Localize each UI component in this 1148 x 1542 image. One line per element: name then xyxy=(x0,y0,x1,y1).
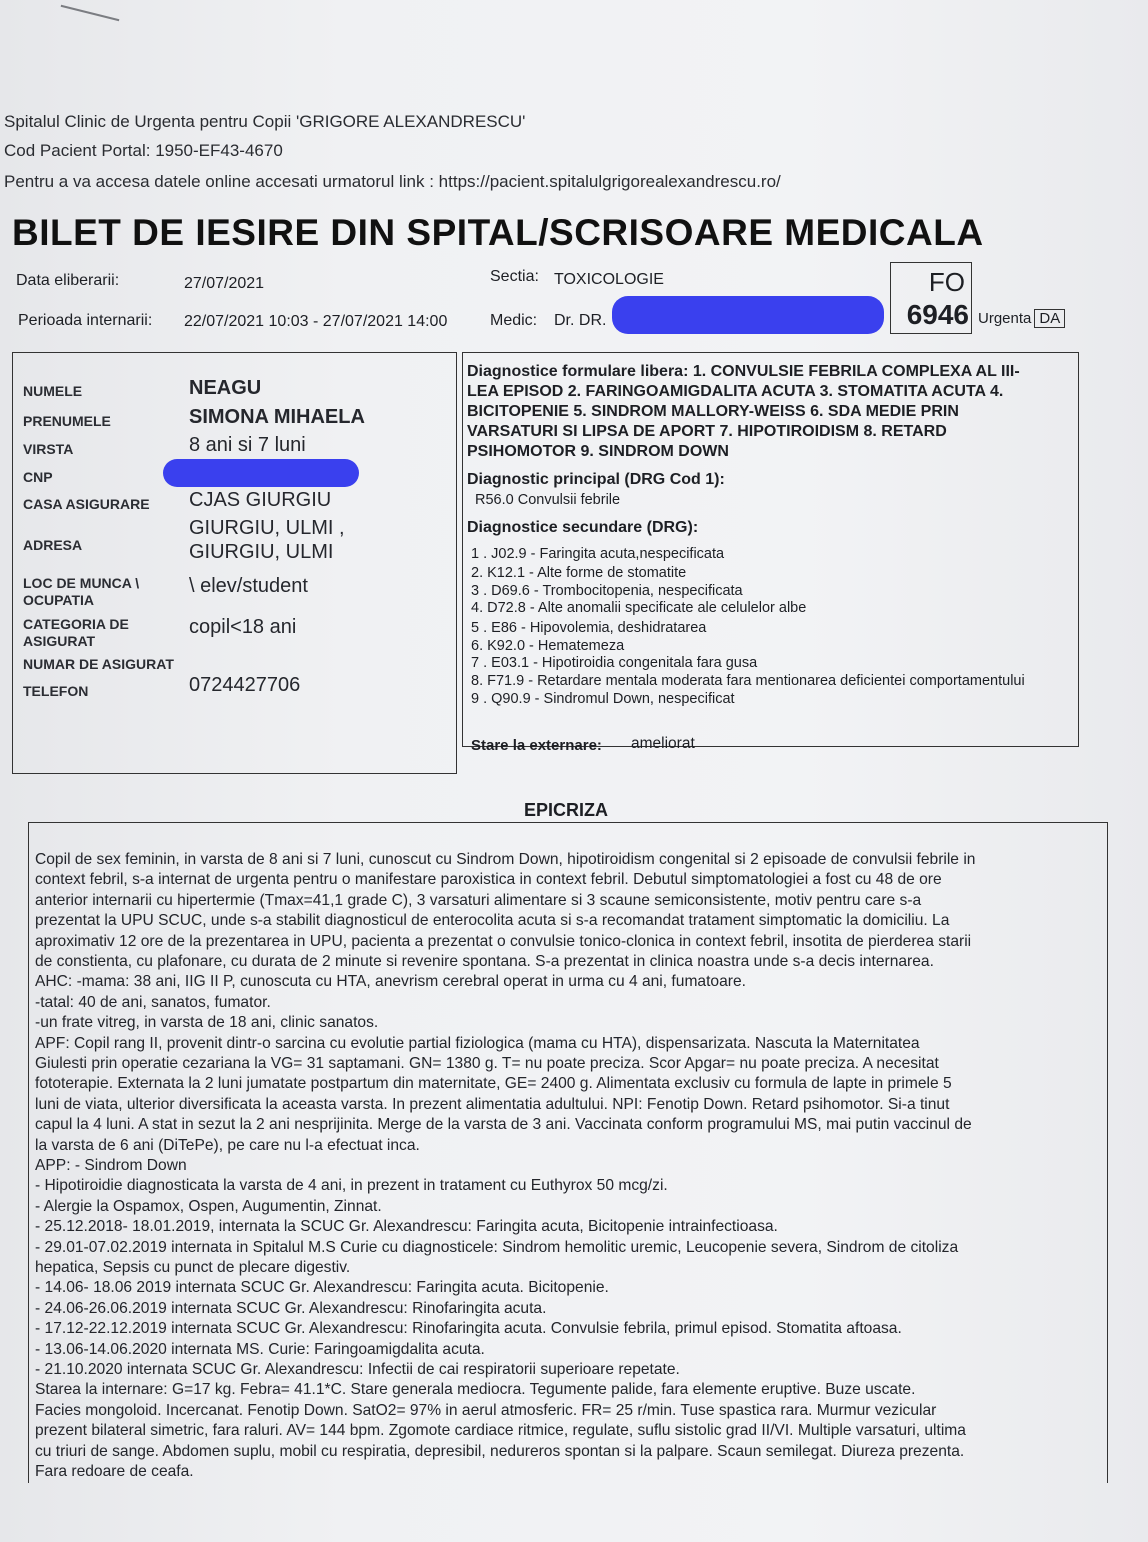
loc-label-2: OCUPATIA xyxy=(23,592,95,608)
epicriza-line: fototerapie. Externata la 2 luni jumatate postpartum din maternitate, GE= 2400 g. Alimentata exclusiv cu formula de lapte in primele 5 xyxy=(35,1075,952,1093)
urgenta-value: DA xyxy=(1034,309,1065,328)
prenumele-value: SIMONA MIHAELA xyxy=(189,406,365,428)
epicriza-line: - 17.12-22.12.2019 internata SCUC Gr. Alexandrescu: Rinofaringita acuta. Convulsie febrila, primul episod. Stomatita aftoasa. xyxy=(35,1320,902,1338)
fo-number: 6946 xyxy=(906,299,969,330)
epicriza-line: - Alergie la Ospamox, Ospen, Augumentin, Zinnat. xyxy=(35,1197,382,1215)
cnp-label: CNP xyxy=(23,469,53,485)
epicriza-line: - 21.10.2020 internata SCUC Gr. Alexandrescu: Infectii de cai respiratorii superioare repetate. xyxy=(35,1361,680,1378)
secondary-item: 5 . E86 - Hipovolemia, deshidratarea xyxy=(471,620,707,636)
epicriza-line: - 25.12.2018- 18.01.2019, internata la SCUC Gr. Alexandrescu: Faringita acuta, Bicitopenie intrainfectioasa. xyxy=(35,1218,778,1236)
adresa-label: ADRESA xyxy=(23,537,83,553)
secondary-item: 9 . Q90.9 - Sindromul Down, nespecificat xyxy=(471,691,735,707)
hospital-name: Spitalul Clinic de Urgenta pentru Copii 'GRIGORE ALEXANDRESCU' xyxy=(4,112,526,131)
epicriza-line: hepatica, Sepsis cu punct de plecare digestiv. xyxy=(35,1259,351,1276)
redaction-medic xyxy=(612,296,884,334)
epicriza-line: anterior internarii cu hipertermie (Tmax=41,1 grade C), 3 varsaturi alimentare si 3 scaune semiconsistente, motiv pentru care s-a xyxy=(35,891,922,909)
secondary-item: 1 . J02.9 - Faringita acuta,nespecificata xyxy=(471,546,725,562)
epicriza-line: Copil de sex feminin, in varsta de 8 ani si 7 luni, cunoscut cu Sindrom Down, hipotiroidism congenital si 2 episoade de convulsii febrile in xyxy=(35,851,976,868)
adresa-line-2: GIURGIU, ULMI xyxy=(189,541,334,563)
epicriza-line: - 13.06-14.06.2020 internata MS. Curie: Faringoamigdalita acuta. xyxy=(35,1340,485,1358)
secondary-diagnostics-label: Diagnostice secundare (DRG): xyxy=(467,519,699,536)
portal-code: Cod Pacient Portal: 1950-EF43-4670 xyxy=(4,141,283,160)
free-diagnostics-line-5: PSIHOMOTOR 9. SINDROM DOWN xyxy=(467,443,729,460)
epicriza-line: APP: - Sindrom Down xyxy=(35,1157,187,1174)
medic-label: Medic: xyxy=(490,312,538,329)
epicriza-title: EPICRIZA xyxy=(524,800,609,820)
telefon-label: TELEFON xyxy=(23,683,89,699)
release-date-label: Data eliberarii: xyxy=(16,272,120,289)
epicriza-line: cu triuri de sange. Abdomen suplu, mobil cu respiratia, depresibil, nedureros spontan si la palpare. Scaun semilegat. Diureza prezenta. xyxy=(35,1442,965,1460)
epicriza-line: Facies mongoloid. Incercanat. Fenotip Down. SatO2= 97% in aerul atmosferic. FR= 25 r/min. Tuse spastica rara. Murmur vezicular xyxy=(35,1401,937,1419)
numele-value: NEAGU xyxy=(189,377,262,399)
virsta-label: VIRSTA xyxy=(23,441,74,457)
epicriza-line: Starea la internare: G=17 kg. Febra= 41.1*C. Stare generala mediocra. Tegumente palide, fara elemente eruptive. Buze uscate. xyxy=(35,1381,916,1399)
secondary-item: 2. K12.1 - Alte forme de stomatite xyxy=(471,565,687,581)
free-diagnostics-line-1: Diagnostice formulare libera: 1. CONVULSIE FEBRILA COMPLEXA AL III- xyxy=(467,363,1020,380)
fo-box xyxy=(890,262,972,334)
epicriza-line: Fara redoare de ceafa. xyxy=(35,1463,194,1480)
epicriza-line: -un frate vitreg, in varsta de 18 ani, clinic sanatos. xyxy=(35,1014,379,1032)
patient-info-box xyxy=(12,352,457,774)
diagnostics-box xyxy=(462,352,1079,754)
portal-link-text: Pentru a va accesa datele online accesati urmatorul link : https://pacient.spitalulgrigorealexandrescu.ro/ xyxy=(4,172,781,191)
epicriza-line: - 14.06- 18.06 2019 internata SCUC Gr. Alexandrescu: Faringita acuta. Bicitopenie. xyxy=(35,1279,609,1297)
discharge-status-value: ameliorat xyxy=(631,735,695,752)
virsta-value: 8 ani si 7 luni xyxy=(189,434,306,456)
secondary-item: 4. D72.8 - Alte anomalii specificate ale celulelor albe xyxy=(471,600,807,616)
paper-crease xyxy=(61,5,120,21)
epicriza-box xyxy=(28,822,1108,1483)
urgenta xyxy=(978,310,1065,327)
section-value: TOXICOLOGIE xyxy=(554,271,664,288)
fo-label: FO xyxy=(928,267,965,297)
secondary-item: 8. F71.9 - Retardare mentala moderata fara mentionarea deficientei comportamentului xyxy=(471,673,1025,689)
principal-diagnostic-label: Diagnostic principal (DRG Cod 1): xyxy=(467,471,725,488)
free-diagnostics-line-4: VARSATURI SI LIPSA DE APORT 7. HIPOTIROIDISM 8. RETARD xyxy=(467,423,947,440)
epicriza-line: luni de viata, ulterior diversificata la aceasta varsta. In prezent alimentatia adultului. NPI: Fenotip Down. Retard psihomotor. Si-a tinut xyxy=(35,1095,950,1113)
redaction-cnp xyxy=(163,459,359,487)
section-label: Sectia: xyxy=(490,268,539,285)
release-date-value: 27/07/2021 xyxy=(184,275,265,292)
period-value: 22/07/2021 10:03 - 27/07/2021 14:00 xyxy=(184,313,448,330)
epicriza-line: APF: Copil rang II, provenit dintr-o sarcina cu evolutie partial fiziologica (mama cu HTA), dispensarizata. Nascuta la Maternitatea xyxy=(35,1034,920,1052)
urgenta-label: Urgenta xyxy=(978,310,1032,327)
categoria-label-1: CATEGORIA DE xyxy=(23,616,129,632)
epicriza-line: - Hipotiroidie diagnosticata la varsta de 4 ani, in prezent in tratament cu Euthyrox 50 mcg/zi. xyxy=(35,1177,668,1195)
discharge-status-label: Stare la externare: xyxy=(471,737,602,754)
categoria-label-2: ASIGURAT xyxy=(23,633,96,649)
epicriza-line: Giulesti prin operatie cezariana la VG= 31 saptamani. GN= 1380 g. T= nu poate preciza. Scor Apgar= nu poate preciza. A necesitat xyxy=(35,1055,939,1072)
numele-label: NUMELE xyxy=(23,383,83,399)
prenumele-label: PRENUMELE xyxy=(23,413,111,429)
casa-label: CASA ASIGURARE xyxy=(23,496,150,512)
epicriza-line: context febril, s-a internat de urgenta pentru o manifestare paroxistica in context febril. Debutul simptomatologiei a fost cu 48 de ore xyxy=(35,871,942,889)
casa-value: CJAS GIURGIU xyxy=(189,489,332,511)
epicriza-line: prezentat la UPU SCUC, unde s-a stabilit diagnosticul de enterocolita acuta si s-a recomandat tratament simptomatic la domiciliu. La xyxy=(35,912,950,930)
free-diagnostics-line-3: BICITOPENIE 5. SINDROM MALLORY-WEISS 6. SDA MEDIE PRIN xyxy=(467,403,959,420)
numar-asigurat-label: NUMAR DE ASIGURAT xyxy=(23,656,174,672)
secondary-item: 7 . E03.1 - Hipotiroidia congenitala fara gusa xyxy=(471,655,758,671)
secondary-item: 6. K92.0 - Hematemeza xyxy=(471,638,625,654)
categoria-value: copil<18 ani xyxy=(189,616,297,638)
epicriza-line: - 29.01-07.02.2019 internata in Spitalul M.S Curie cu diagnosticele: Sindrom hemolitic uremic, Leucopenie severa, Sindrom de citoliza xyxy=(35,1238,959,1256)
epicriza-line: prezent bilateral simetric, fara raluri. AV= 144 bpm. Zgomote cardiace ritmice, regulate, suflu sistolic grad II/VI. Multiple varsaturi, ultima xyxy=(35,1422,966,1440)
epicriza-line: AHC: -mama: 38 ani, IIG II P, cunoscuta cu HTA, anevrism cerebral operat in urma cu 4 ani, fumatoare. xyxy=(35,973,746,991)
medic-value: Dr. DR. xyxy=(554,312,607,329)
principal-diagnostic-value: R56.0 Convulsii febrile xyxy=(475,492,621,508)
epicriza-line: - 24.06-26.06.2019 internata SCUC Gr. Alexandrescu: Rinofaringita acuta. xyxy=(35,1299,547,1317)
document-title: BILET DE IESIRE DIN SPITAL/SCRISOARE MEDICALA xyxy=(12,212,984,253)
period-label: Perioada internarii: xyxy=(18,312,153,329)
free-diagnostics-line-2: LEA EPISOD 2. FARINGOAMIGDALITA ACUTA 3. STOMATITA ACUTA 4. xyxy=(467,383,1004,400)
loc-label-1: LOC DE MUNCA \ xyxy=(23,575,140,591)
secondary-item: 3 . D69.6 - Trombocitopenia, nespecificata xyxy=(471,583,743,599)
epicriza-line: -tatal: 40 de ani, sanatos, fumator. xyxy=(35,993,271,1011)
telefon-value: 0724427706 xyxy=(189,674,301,696)
epicriza-line: capul la 4 luni. A stat in sezut la 2 ani nesprijinita. Merge de la varsta de 3 ani. Vaccinata conform programului MS, mai putin vaccinul de xyxy=(35,1116,972,1134)
epicriza-line: la varsta de 6 ani (DiTePe), pe care nu l-a efectuat inca. xyxy=(35,1136,420,1154)
loc-value: \ elev/student xyxy=(189,575,308,597)
adresa-line-1: GIURGIU, ULMI , xyxy=(189,517,345,539)
epicriza-line: aproximativ 12 ore de la prezentarea in UPU, pacienta a prezentat o convulsie tonico-clonica in context febril, insotita de pierderea starii xyxy=(35,932,972,950)
epicriza-line: de constienta, cu plafonare, cu durata de 2 minute si revenire spontana. S-a prezentat in clinica noastra unde s-a decis internarea. xyxy=(35,953,934,970)
